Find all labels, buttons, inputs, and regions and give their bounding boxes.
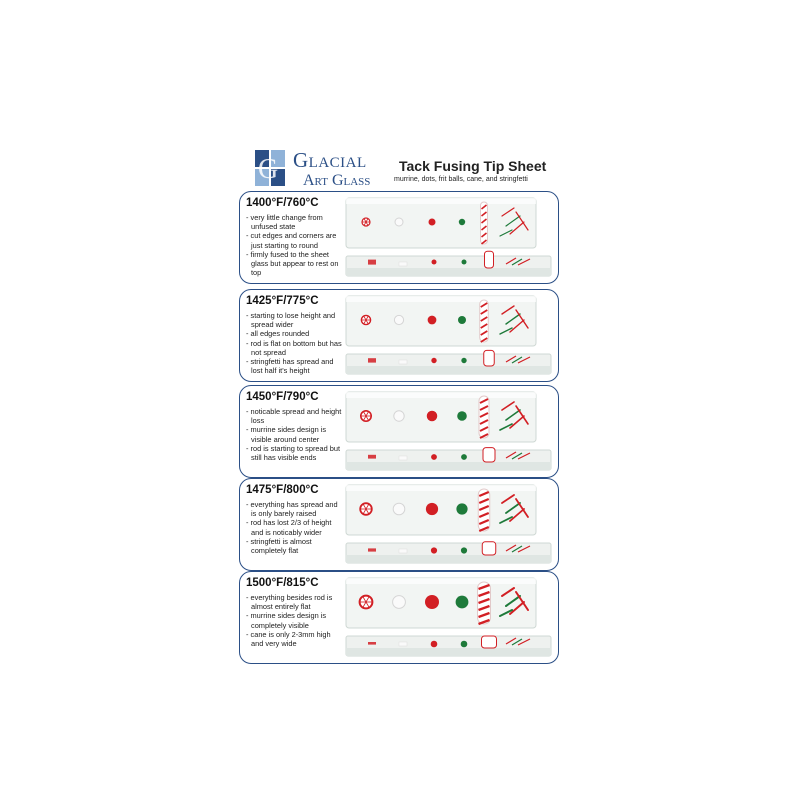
fusing-note: - murrine sides design is completely visible [246,611,342,629]
glass-sample-top-view [346,198,536,248]
fusing-note: - everything besides rod is almost entirely flat [246,593,342,611]
green-dot-icon [456,596,469,609]
fusing-note: - all edges rounded [246,329,342,338]
fusing-note: - starting to lose height and spread wider [246,311,342,329]
white-murrine-icon [393,596,406,609]
temperature-panel [239,571,559,664]
fusing-note: - firmly fused to the sheet glass but appear to rest on top [246,250,342,278]
temperature-label: 1475°F/800°C [246,484,319,496]
fusing-note: - rod has lost 2/3 of height and is noticably wider [246,518,342,536]
white-murrine-icon [394,411,404,421]
temperature-panel [239,478,559,571]
header [237,146,563,190]
temperature-label: 1425°F/775°C [246,295,319,307]
glass-sample-top-view [346,578,536,628]
fusing-note: - noticable spread and height loss [246,407,342,425]
fusing-note: - stringfetti is almost completely flat [246,537,342,555]
temperature-panel [239,191,559,284]
murrine-icon [360,503,372,515]
murrine-icon [361,411,371,421]
temperature-label: 1400°F/760°C [246,197,319,209]
sample-photo [344,483,554,567]
white-murrine-icon [393,503,405,515]
white-murrine-icon [394,315,403,324]
glass-sample-top-view [346,485,536,535]
fusing-note: - stringfetti has spread and lost half it's height [246,357,342,375]
white-murrine-icon [395,218,403,226]
svg-text:G: G [258,154,279,185]
sample-photo [344,390,554,474]
sample-photo [344,294,554,378]
page-subtitle: murrine, dots, frit balls, cane, and stringfetti [394,176,528,183]
brand [293,150,370,189]
murrine-icon [361,315,370,324]
fusing-note: - rod is starting to spread but still has visible ends [246,444,342,462]
glass-sample-top-view [346,392,536,442]
cane-rod-icon [480,300,489,342]
fusing-notes [246,593,342,648]
sample-photo [344,196,554,280]
fusing-note: - everything has spread and is only barely raised [246,500,342,518]
sample-photo [344,576,554,660]
cane-rod-icon [478,582,491,624]
fusing-note: - very little change from unfused state [246,213,342,231]
temperature-label: 1500°F/815°C [246,577,319,589]
fusing-notes [246,311,342,375]
fusing-note: - murrine sides design is visible around center [246,425,342,443]
temperature-label: 1450°F/790°C [246,391,319,403]
cane-rod-icon [481,202,488,244]
fusing-note: - cane is only 2-3mm high and very wide [246,630,342,648]
murrine-icon [362,218,370,226]
red-dot-icon [427,411,438,422]
tip-sheet [237,146,563,654]
red-dot-icon [428,316,437,325]
glass-sample-top-view [346,296,536,346]
page-title: Tack Fusing Tip Sheet [399,158,547,174]
brand-name: Glacial [293,148,367,172]
cane-rod-icon [479,396,489,438]
brand-tagline: Art Glass [303,172,371,189]
green-dot-icon [456,503,467,514]
green-dot-icon [459,219,465,225]
fusing-note: - rod is flat on bottom but has not spread [246,339,342,357]
red-dot-icon [425,595,439,609]
fusing-notes [246,213,342,277]
red-dot-icon [429,219,436,226]
temperature-panel [239,385,559,478]
green-dot-icon [457,411,467,421]
red-dot-icon [426,503,438,515]
cane-rod-icon [478,489,490,531]
fusing-notes [246,500,342,555]
glacial-logo-icon [255,148,287,188]
fusing-note: - cut edges and corners are just starting to round [246,231,342,249]
green-dot-icon [458,316,466,324]
fusing-notes [246,407,342,462]
murrine-icon [360,596,373,609]
temperature-panel [239,289,559,382]
